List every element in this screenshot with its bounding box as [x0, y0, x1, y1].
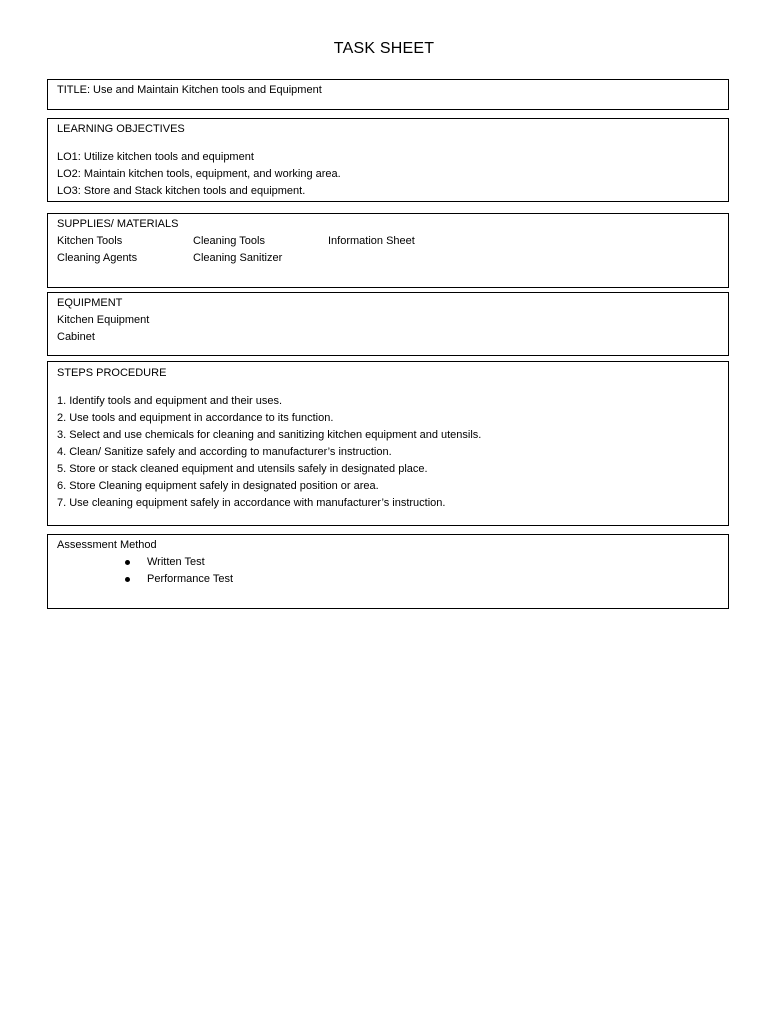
learning-objectives-heading: LEARNING OBJECTIVES: [57, 123, 185, 135]
learning-objective-item: LO3: Store and Stack kitchen tools and equipment.: [57, 185, 306, 197]
step-item: 1. Identify tools and equipment and their uses.: [57, 395, 283, 407]
bullet-icon: [125, 577, 130, 582]
supply-item: Cleaning Agents: [57, 252, 138, 264]
equipment-heading: EQUIPMENT: [57, 297, 123, 309]
supplies-row: [57, 250, 719, 267]
assessment-item: [57, 571, 719, 588]
spacer: [57, 382, 719, 393]
equipment-section: [47, 292, 729, 356]
assessment-list: [57, 554, 719, 588]
supply-item: Cleaning Sanitizer: [193, 252, 283, 264]
spacer: [57, 138, 719, 149]
supplies-heading: SUPPLIES/ MATERIALS: [57, 218, 179, 230]
title-section: [47, 79, 729, 110]
assessment-item: [57, 554, 719, 571]
assessment-section: [47, 534, 729, 609]
supply-item: Information Sheet: [328, 235, 415, 247]
assessment-item-label: Performance Test: [147, 573, 234, 585]
step-item: 2. Use tools and equipment in accordance to its function.: [57, 412, 334, 424]
supply-item: Cleaning Tools: [193, 235, 265, 247]
supplies-row: [57, 233, 719, 250]
supply-item: Kitchen Tools: [57, 235, 123, 247]
learning-objectives-section: [47, 118, 729, 202]
page-title: TASK SHEET: [333, 40, 435, 57]
step-item: 7. Use cleaning equipment safely in accordance with manufacturer’s instruction.: [57, 497, 446, 509]
step-item: 3. Select and use chemicals for cleaning and sanitizing kitchen equipment and utensils.: [57, 429, 482, 441]
learning-objective-item: LO2: Maintain kitchen tools, equipment, and working area.: [57, 168, 341, 180]
task-title: TITLE: Use and Maintain Kitchen tools and Equipment: [57, 84, 322, 96]
equipment-item: Kitchen Equipment: [57, 314, 150, 326]
equipment-item: Cabinet: [57, 331, 95, 343]
learning-objective-item: LO1: Utilize kitchen tools and equipment: [57, 151, 254, 163]
assessment-item-label: Written Test: [147, 556, 205, 568]
steps-heading: STEPS PROCEDURE: [57, 367, 167, 379]
bullet-icon: [125, 560, 130, 565]
supplies-section: [47, 213, 729, 288]
step-item: 6. Store Cleaning equipment safely in designated position or area.: [57, 480, 379, 492]
step-item: 4. Clean/ Sanitize safely and according to manufacturer’s instruction.: [57, 446, 392, 458]
step-item: 5. Store or stack cleaned equipment and utensils safely in designated place.: [57, 463, 428, 475]
assessment-heading: Assessment Method: [57, 539, 157, 551]
steps-procedure-section: [47, 361, 729, 526]
